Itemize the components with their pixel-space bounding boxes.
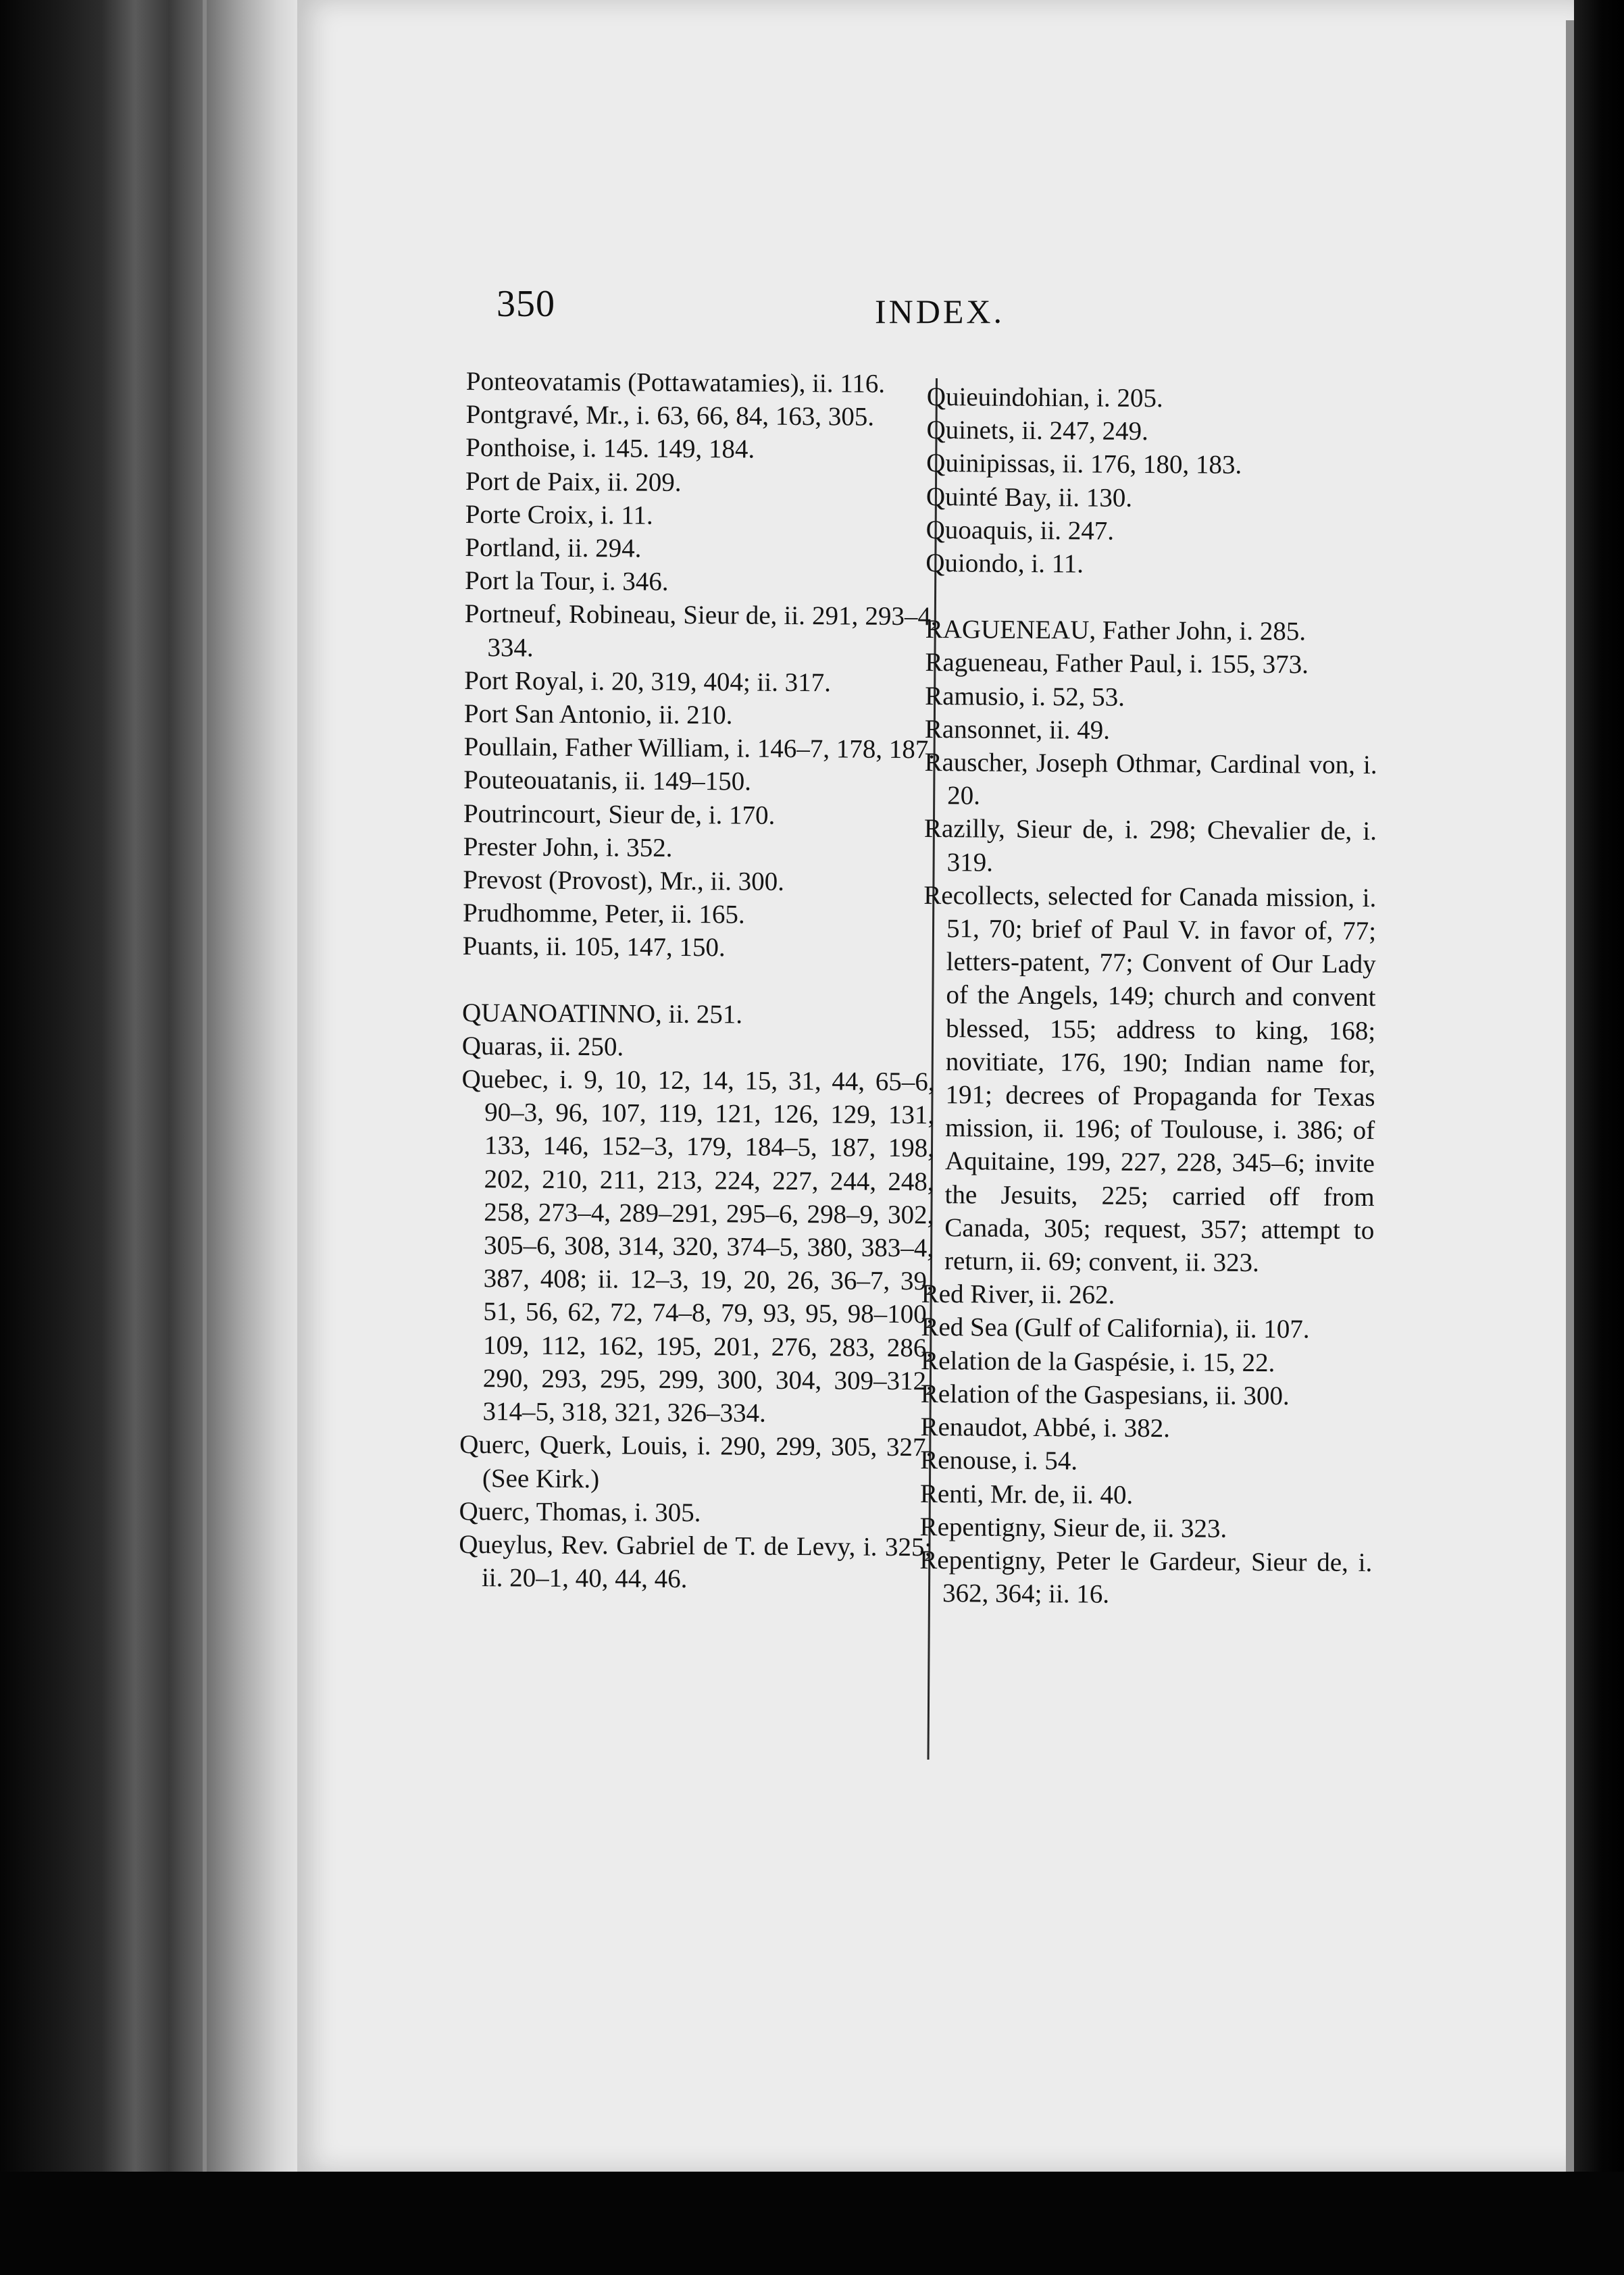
index-entry: Red Sea (Gulf of California), ii. 107. xyxy=(921,1312,1310,1344)
section-gap xyxy=(462,963,935,999)
index-entry: Queylus, Rev. Gabriel de T. de Levy, i. 325; ii. 20–1, 40, 44, 46. xyxy=(459,1529,932,1594)
spine-fold-line xyxy=(203,0,207,2275)
index-entry: Relation of the Gaspesians, ii. 300. xyxy=(920,1379,1290,1411)
index-entry: Quieuindohian, i. 205. xyxy=(926,382,1163,413)
page-title: INDEX. xyxy=(875,292,1005,330)
index-column-left xyxy=(459,365,939,1597)
index-entry: Port la Tour, i. 346. xyxy=(464,566,669,597)
index-entry: Port de Paix, ii. 209. xyxy=(465,466,682,497)
page-number: 350 xyxy=(497,283,555,325)
index-entry: Ponthoise, i. 145. 149, 184. xyxy=(465,433,755,465)
index-entry: Prester John, i. 352. xyxy=(463,832,673,863)
index-entry: Port Royal, i. 20, 319, 404; ii. 317. xyxy=(464,665,832,698)
index-entry: Renaudot, Abbé, i. 382. xyxy=(920,1412,1171,1443)
index-entry: Relation de la Gaspésie, i. 15, 22. xyxy=(921,1346,1275,1377)
index-entry: Port San Antonio, ii. 210. xyxy=(463,699,733,730)
index-entry: Quinipissas, ii. 176, 180, 183. xyxy=(926,449,1242,480)
section-gap xyxy=(925,580,1378,615)
index-entry: Poutrincourt, Sieur de, i. 170. xyxy=(463,798,776,830)
index-entry: Prudhomme, Peter, ii. 165. xyxy=(462,898,745,929)
index-entry: Quinets, ii. 247, 249. xyxy=(926,415,1148,446)
index-entry: Ransonnet, ii. 49. xyxy=(924,714,1111,745)
index-entry: Quiondo, i. 11. xyxy=(925,548,1084,579)
index-entry: Porte Croix, i. 11. xyxy=(465,499,653,530)
index-column-right xyxy=(919,380,1379,1612)
index-entry: Quebec, i. 9, 10, 12, 14, 15, 31, 44, 65–6, 90–3, 96, 107, 119, 121, 126, 129, 131, 133, 146, 152–3, 179, 184–5, 187, 198, 202, 210, 211, 213, 224, 227, 244, 248, 258, 273–4, 289–291, 295–6, 298–9, 302, 305–6, 308, 314, 320, 374–5, 380, 383–4, 387, 408; ii. 12–3, 19, 20, 26, 36–7, 39, 51, 56, 62, 72, 74–8, 79, 93, 95, 98–100, 109, 112, 162, 195, 201, 276, 283, 286, 290, 293, 295, 299, 300, 304, 309–312, 314–5, 318, 321, 326–334. xyxy=(461,1065,935,1428)
index-entry: Repentigny, Peter le Gardeur, Sieur de, i. 362, 364; ii. 16. xyxy=(919,1545,1373,1609)
index-entry: Prevost (Provost), Mr., ii. 300. xyxy=(463,865,785,896)
index-entry: RAGUENEAU, Father John, i. 285. xyxy=(925,615,1306,646)
index-entry: Red River, ii. 262. xyxy=(921,1279,1115,1310)
index-entry: Portland, ii. 294. xyxy=(465,533,642,563)
index-entry: Renouse, i. 54. xyxy=(920,1446,1078,1476)
index-entry: Ramusio, i. 52, 53. xyxy=(925,681,1125,712)
index-entry: Razilly, Sieur de, i. 298; Chevalier de, i. 319. xyxy=(923,814,1377,877)
index-entry: Querc, Querk, Louis, i. 290, 299, 305, 327. (See Kirk.) xyxy=(459,1430,933,1493)
right-scan-border xyxy=(1574,0,1624,2275)
index-entry: Quoaquis, ii. 247. xyxy=(925,515,1115,546)
index-entry: Puants, ii. 105, 147, 150. xyxy=(462,931,726,963)
index-entry: Ragueneau, Father Paul, i. 155, 373. xyxy=(925,648,1309,680)
index-entry: Ponteovatamis (Pottawatamies), ii. 116. xyxy=(465,366,886,399)
index-entry: Poullain, Father William, i. 146–7, 178, 187. xyxy=(463,732,936,765)
book-spine xyxy=(0,0,318,2275)
index-entry: Repentigny, Sieur de, ii. 323. xyxy=(919,1512,1227,1543)
bottom-scan-border xyxy=(0,2172,1624,2275)
index-entry: QUANOATINNO, ii. 251. xyxy=(462,998,743,1029)
index-entry: Quinté Bay, ii. 130. xyxy=(925,482,1133,513)
index-entry: Querc, Thomas, i. 305. xyxy=(459,1496,701,1527)
index-entry: Pontgravé, Mr., i. 63, 66, 84, 163, 305. xyxy=(465,400,875,432)
index-entry: Renti, Mr. de, ii. 40. xyxy=(919,1479,1134,1510)
index-entry: Quaras, ii. 250. xyxy=(461,1031,624,1062)
index-entry: Recollects, selected for Canada mission, i. 51, 70; brief of Paul V. in favor of, 77; letters-patent, 77; Convent of Our Lady of the Angels, 149; church and convent blessed, 155; address to king, 168; novitiate, 176, 190; Indian name for, 191; decrees of Propaganda for Texas mission, ii. 196; of Toulouse, i. 386; of Aquitaine, 199, 227, 228, 345–6; invite the Jesuits, 225; carried off from Canada, 305; request, 357; attempt to return, ii. 69; convent, ii. 323. xyxy=(923,880,1377,1278)
index-entry: Portneuf, Robineau, Sieur de, ii. 291, 293–4, 334. xyxy=(464,599,938,663)
index-entry: Rauscher, Joseph Othmar, Cardinal von, i. 20. xyxy=(924,748,1377,811)
index-entry: Pouteouatanis, ii. 149–150. xyxy=(463,765,752,797)
